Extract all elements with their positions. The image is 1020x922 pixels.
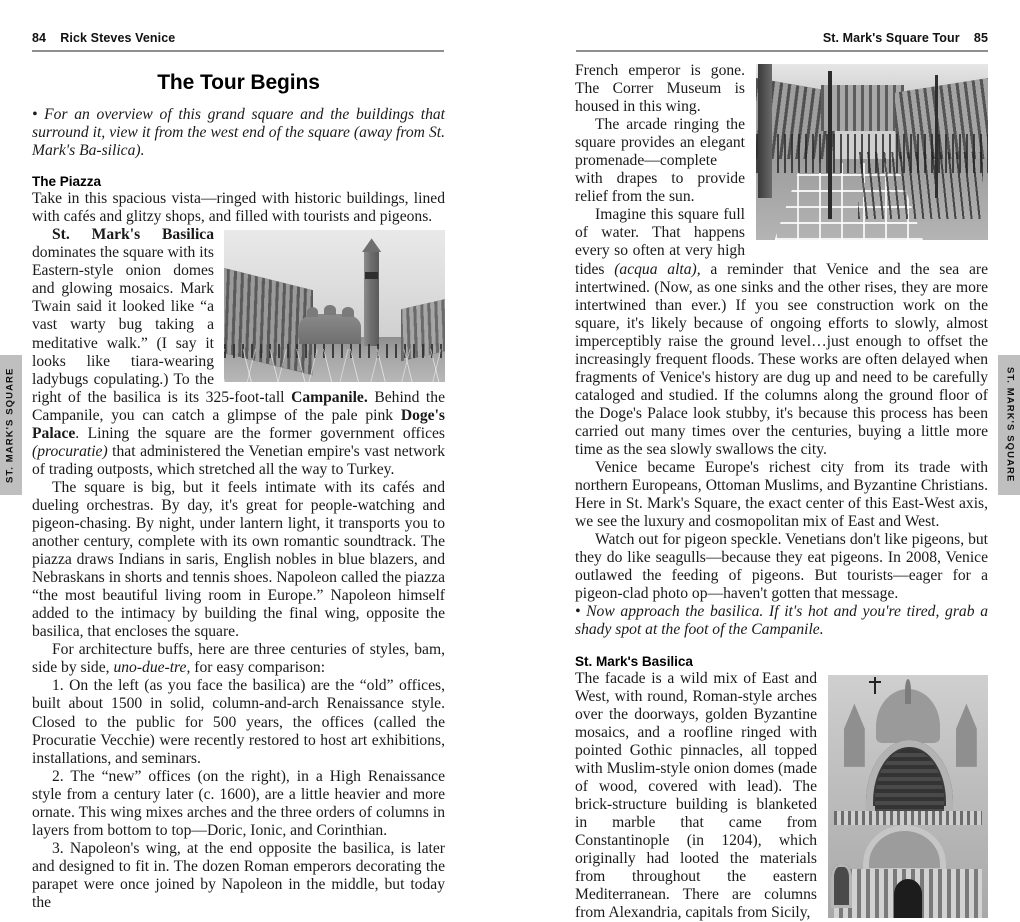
paragraph <box>575 206 988 459</box>
photo-dome-center <box>324 305 335 315</box>
running-head-rule-right <box>576 50 988 52</box>
paragraph <box>32 641 445 677</box>
paragraph: French emperor is gone. The Correr Museum is housed in this wing. <box>575 62 988 116</box>
running-head-right <box>823 31 988 45</box>
right-page-column <box>575 62 988 922</box>
running-head-right-title: St. Mark's Square Tour <box>823 31 960 45</box>
photo-campanile <box>364 252 379 346</box>
paragraph: Venice became Europe's richest city from its trade with northern Europeans, Ottoman Muslims, and Byzantine Christians. Here in St. Mark's Square, the exact center of this East-West axis, we see the luxury and cosmopolitan mix of East and West. <box>575 459 988 531</box>
photo-piazza-san-marco-campanile <box>224 230 445 382</box>
photo-main-doorway <box>894 879 923 918</box>
paragraph: The arcade ringing the square provides an elegant promenade—complete with drapes to provide relief from the sun. <box>575 116 988 206</box>
text-run: dominates the square with its Eastern-style onion domes and glowing mosaics. Mark Twain said it looked like “a vast warty bug taking a meditative walk.” (I say it looks like tiara-wearing ladybugs copulating.) To the right of the basilica is its 325-foot-tall <box>32 244 291 405</box>
photo-procuratie-center <box>821 85 905 131</box>
photo-basilica-facade <box>828 675 988 918</box>
running-head-left-title: Rick Steves Venice <box>60 31 175 45</box>
bold-run: Doge's Palace <box>32 407 445 442</box>
text-run: Imagine this square full of water. That happens every so often at very high tides <box>575 206 745 277</box>
photo-lamppost-left <box>828 71 832 219</box>
bold-run: St. Mark's Basilica <box>52 226 214 243</box>
text-run: Behind the Campanile, you can catch a glimpse of the pale pink <box>32 389 445 424</box>
photo-balcony-railing <box>834 811 981 826</box>
paragraph: The facade is a wild mix of East and West, with round, Roman-style arches over the doorways, golden Byzantine mosaics, and a roofline ringed with pointed Gothic pinnacles, all topped with Muslim-style onion domes (made of wood, covered with lead). The brick-structure building is blanketed in marble that came from Constantinople (in 1204), which originally had looted the materials from throughout the eastern Mediterranean. There are columns from Alexandria, capitals from Sicily, <box>575 670 988 922</box>
side-tab-label-left: ST. MARK'S SQUARE <box>2 355 18 495</box>
photo-dome-right <box>342 307 353 317</box>
italic-run: (acqua alta), <box>614 261 700 278</box>
text-run: For architecture buffs, here are three centuries of styles, bam, side by side, <box>32 641 445 676</box>
photo-dome-left <box>307 307 318 317</box>
photo-basilica <box>299 314 361 344</box>
bold-run: Campanile. <box>291 389 368 406</box>
folio-left: 84 <box>32 31 46 45</box>
photo-statue-spire <box>905 679 911 703</box>
page-title: The Tour Begins <box>32 71 445 95</box>
paragraph: 3. Napoleon's wing, at the end opposite the basilica, is later and designed to fit in. The dozen Roman emperors decorating the parapet were once joined by Napoleon in the middle, but today the <box>32 840 445 912</box>
text-run: a reminder that Venice and the sea are intertwined. (Now, as one sinks and the other rises, they are more intertwined than ever.) If you see construction work on the square, it's likely because of ongoing efforts to slowly, almost imperceptibly raise the ground level…just enough to offset the increasingly frequent floods. These works are often delayed when fragments of Venice's history are dug up and need to be carefully cataloged and studied. If the columns along the ground floor of the Doge's Palace look stubby, it's because this process has been carried out many times over the centuries, buying a little more time as the sea slowly swallows the city. <box>575 261 988 458</box>
section-heading-the-piazza: The Piazza <box>32 174 445 189</box>
text-run: . Lining the square are the former government offices <box>75 425 445 442</box>
text-run: for easy comparison: <box>190 659 325 676</box>
paragraph: 2. The “new” offices (on the right), in a High Renaissance style from a century later (c. 1600), are a little heavier and more ornate. This wing mixes arches and the three orders of columns in layers from bottom to top—Doric, Ionic, and Corinthian. <box>32 768 445 840</box>
photo-crowd-secondary <box>858 152 983 219</box>
photo-cross <box>874 677 876 694</box>
left-page-column <box>32 62 445 912</box>
folio-right: 85 <box>974 31 988 45</box>
paragraph: The square is big, but it feels intimate with its cafés and dueling orchestras. By day, it's great for people-watching and pigeon-chasing. By night, under lantern light, it transports you to another century, complete with its own romantic soundtrack. The piazza draws Indians in saris, English nobles in blue blazers, and Nebraskans in shorts and tennis shoes. Napoleon called the piazza “the most beautiful living room in Europe.” Napoleon himself added to the intimacy by building the final wing, opposite the basilica, that encloses the square. <box>32 479 445 641</box>
paragraph: 1. On the left (as you face the basilica) are the “old” offices, built about 1500 in solid, column-and-arch Renaissance style. Closed to the public for 500 years, the offices (called the Procuratie Vecchie) were recently restored to host art exhibitions, installations, and seminars. <box>32 677 445 767</box>
photo-lamppost-right <box>935 75 939 198</box>
tour-instruction: • Now approach the basilica. If it's hot and you're tired, grab a shady spot at the foot of the Campanile. <box>575 603 988 639</box>
running-head-left <box>32 31 175 45</box>
paragraph: Take in this spacious vista—ringed with historic buildings, lined with cafés and glitzy shops, and filled with tourists and pigeons. <box>32 190 445 226</box>
intro-instruction: • For an overview of this grand square and the buildings that surround it, view it from the west end of the square (away from St. Mark's Ba-silica). <box>32 106 445 160</box>
running-head-rule-left <box>32 50 444 52</box>
side-tab-label-right: ST. MARK'S SQUARE <box>1002 355 1018 495</box>
text-run: that administered the Venetian empire's vast network of trading outposts, which stretched all the way to Turkey. <box>32 443 445 478</box>
photo-paving-pattern <box>224 349 445 382</box>
photo-column-foreground <box>758 64 772 198</box>
italic-run: uno-due-tre, <box>113 659 190 676</box>
photo-side-arch <box>831 864 852 908</box>
italic-run: (procuratie) <box>32 443 108 460</box>
photo-piazza-arcade-aerial <box>756 64 988 240</box>
section-heading-st-marks-basilica: St. Mark's Basilica <box>575 654 988 669</box>
paragraph: Watch out for pigeon speckle. Venetians don't like pigeons, but they do like seagulls—because they eat pigeons. In 2008, Venice outlawed the feeding of pigeons. But tourists—eager for a pigeon-clad photo op—haven't gotten that message. <box>575 531 988 603</box>
